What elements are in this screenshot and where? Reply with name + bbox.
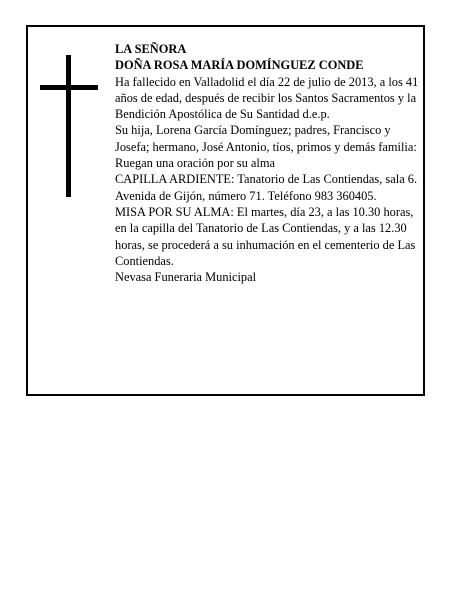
notice-funeral-home: Nevasa Funeraria Municipal [115, 270, 257, 285]
notice-deceased-name: DOÑA ROSA MARÍA DOMÍNGUEZ CONDE [115, 58, 364, 73]
notice-mass-details: MISA POR SU ALMA: El martes, día 23, a las 10.30 horas, en la capilla del Tanatorio de Las Contiendas, y a las 12.30 horas, se procederá a su inhumación en el cementerio de Las Contiendas. [115, 204, 416, 268]
cross-horizontal-bar [40, 85, 98, 90]
notice-heading-title: LA SEÑORA [115, 42, 187, 56]
notice-prayer-request: Ruegan una oración por su alma [115, 156, 275, 171]
notice-text [115, 41, 419, 285]
notice-death-announcement: Ha fallecido en Valladolid el día 22 de julio de 2013, a los 41 años de edad, después de recibir los Santos Sacramentos y la Bendición Apostólica de Su Santidad d.e.p. [115, 74, 419, 122]
cross-icon [40, 55, 98, 197]
obituary-notice [26, 25, 425, 396]
notice-family-mourners: Su hija, Lorena García Domínguez; padres, Francisco y Josefa; hermano, José Antonio, tíos, primos y demás familia: [115, 123, 417, 154]
cross-vertical-bar [66, 55, 71, 197]
notice-wake-details: CAPILLA ARDIENTE: Tanatorio de Las Contiendas, sala 6. Avenida de Gijón, número 71. Teléfono 983 360405. [115, 172, 418, 203]
